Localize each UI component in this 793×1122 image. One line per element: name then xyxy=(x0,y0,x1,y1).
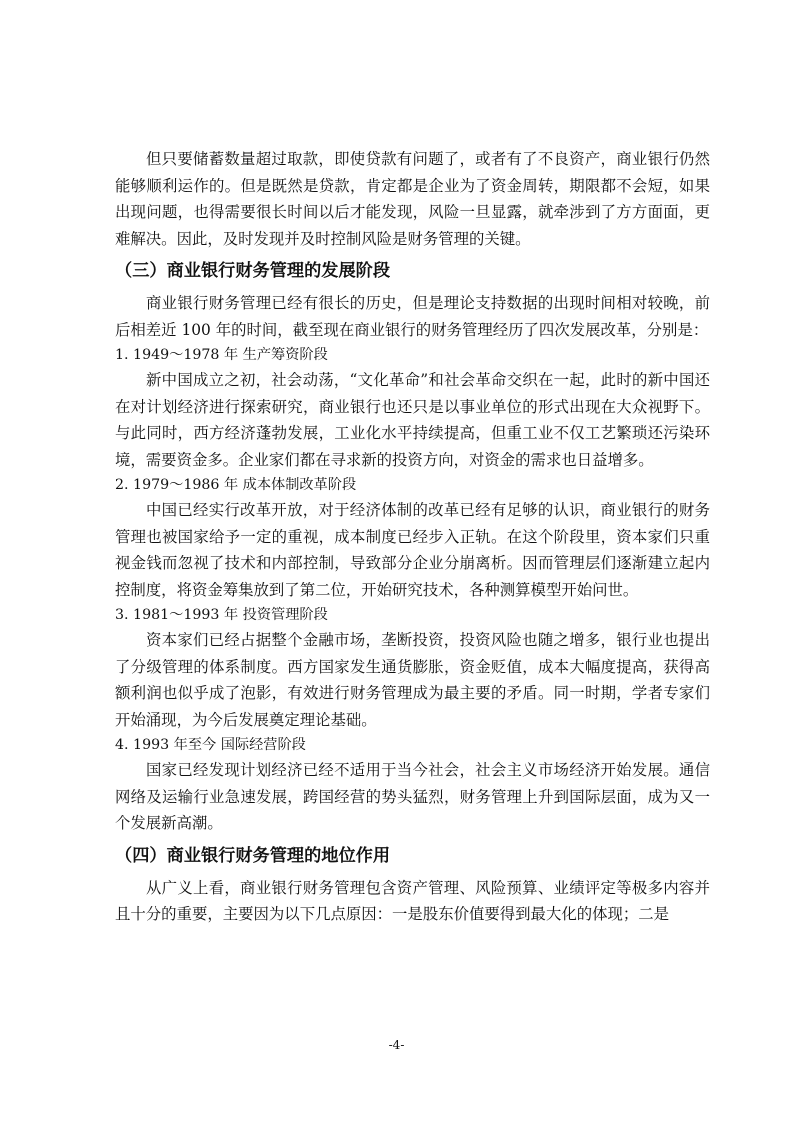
subheading: 4. 1993 年至今 国际经营阶段 xyxy=(115,737,306,753)
paragraph: 中国已经实行改革开放，对于经济体制的改革已经有足够的认识，商业银行的财务管理也被国家给予一定的重视，成本制度已经步入正轨。在这个阶段里，资本家们只重视金钱而忽视了技术和内部控制，导致部分企业分崩离析。因而管理层们逐渐建立起内控制度，将资金筹集放到了第二位，开始研究技术，各种测算模型开始问世。 xyxy=(115,501,710,599)
document-body xyxy=(115,146,710,928)
subheading: 3. 1981～1993 年 投资管理阶段 xyxy=(115,607,328,623)
subheading: 1. 1949～1978 年 生产筹资阶段 xyxy=(115,347,328,363)
paragraph: 商业银行财务管理已经有很长的历史，但是理论支持数据的出现时间相对较晚，前后相差近 100 年的时间，截至现在商业银行的财务管理经历了四次发展改革，分别是： xyxy=(115,294,710,339)
subheading: 2. 1979～1986 年 成本体制改革阶段 xyxy=(115,477,357,493)
paragraph: 新中国成立之初，社会动荡，“文化革命”和社会革命交织在一起，此时的新中国还在对计划经济进行探索研究，商业银行也还只是以事业单位的形式出现在大众视野下。与此同时，西方经济蓬勃发展，工业化水平持续提高，但重工业不仅工艺繁琐还污染环境，需要资金多。企业家们都在寻求新的投资方向，对资金的需求也日益增多。 xyxy=(115,371,710,469)
paragraph: 资本家们已经占据整个金融市场，垄断投资，投资风险也随之增多，银行业也提出了分级管理的体系制度。西方国家发生通货膨胀，资金贬值，成本大幅度提高，获得高额利润也似乎成了泡影，有效进行财务管理成为最主要的矛盾。同一时期，学者专家们开始涌现，为今后发展奠定理论基础。 xyxy=(115,631,710,729)
paragraph: 从广义上看，商业银行财务管理包含资产管理、风险预算、业绩评定等极多内容并且十分的重要，主要因为以下几点原因：一是股东价值要得到最大化的体现；二是 xyxy=(115,878,710,923)
paragraph: 但只要储蓄数量超过取款，即使贷款有问题了，或者有了不良资产，商业银行仍然能够顺利运作的。但是既然是贷款，肯定都是企业为了资金周转，期限都不会短，如果出现问题，也得需要很长时间以后才能发现，风险一旦显露，就牵涉到了方方面面，更难解决。因此，及时发现并及时控制风险是财务管理的关键。 xyxy=(115,150,710,248)
section-heading: （三）商业银行财务管理的发展阶段 xyxy=(115,261,391,281)
section-heading: （四）商业银行财务管理的地位作用 xyxy=(115,845,391,866)
page-number: -4- xyxy=(388,1038,405,1052)
paragraph: 国家已经发现计划经济已经不适用于当今社会，社会主义市场经济开始发展。通信网络及运输行业急速发展，跨国经营的势头猛烈，财务管理上升到国际层面，成为又一个发展新高潮。 xyxy=(115,761,710,832)
